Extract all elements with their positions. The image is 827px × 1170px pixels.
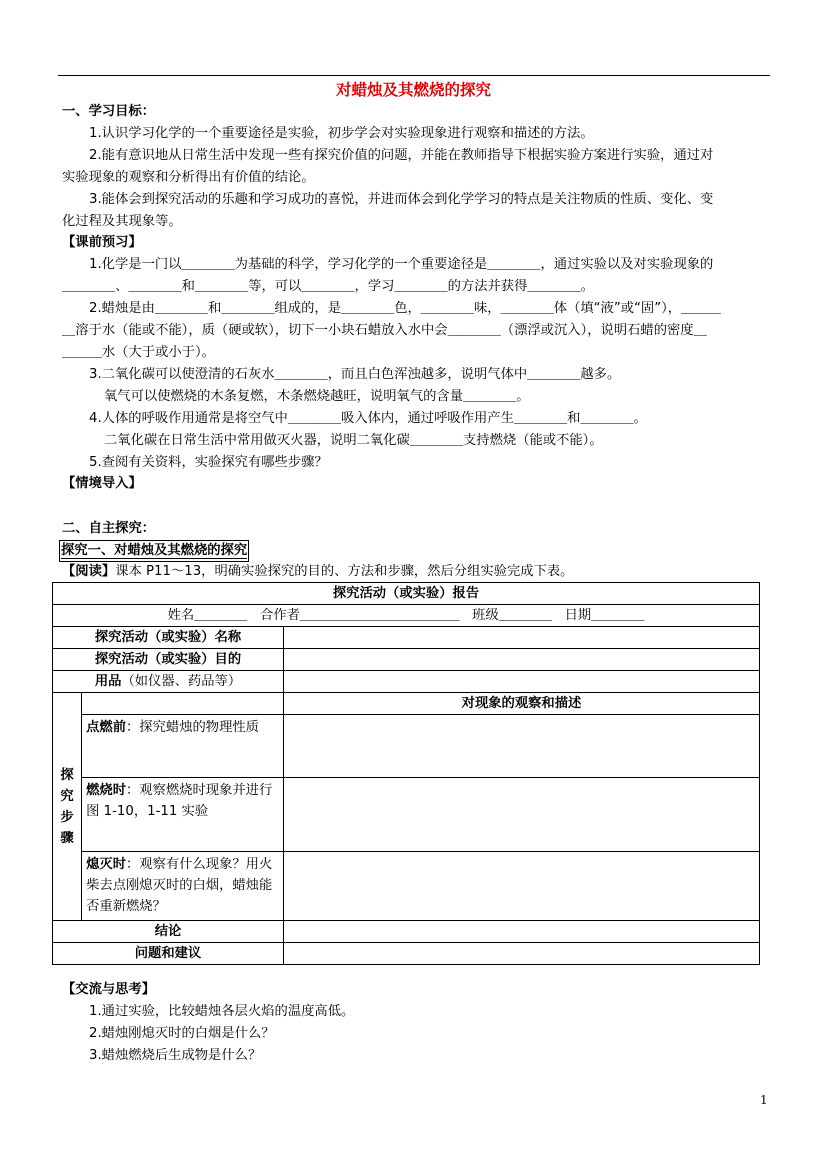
- header-rule: [58, 75, 770, 76]
- step-before-lighting-bold: 点燃前: [86, 720, 127, 735]
- page-title: 对蜡烛及其燃烧的探究: [335, 81, 491, 99]
- discuss-q3: 3.蜡烛燃烧后生成物是什么？: [89, 1048, 262, 1063]
- activity-purpose-label: 探究活动（或实验）目的: [53, 649, 284, 671]
- goal-3-line-1: 3.能体会到探究活动的乐趣和学习成功的喜悦，并进而体会到化学学习的特点是关注物质的性质、变化、变: [89, 192, 714, 207]
- activity-purpose-field[interactable]: [284, 649, 760, 671]
- preview-q5: 5.查阅有关资料，实验探究有哪些步骤？: [89, 455, 328, 470]
- intro-heading: 【情境导入】: [62, 476, 142, 491]
- preview-q2-line-3: ＿＿＿水（大于或小于）。: [62, 345, 215, 360]
- step-burning-bold: 燃烧时: [86, 783, 127, 798]
- steps-header-blank: [82, 693, 284, 715]
- supplies-label: [53, 671, 284, 693]
- preview-heading: 【课前预习】: [62, 235, 142, 250]
- steps-vertical-label: [53, 693, 82, 921]
- step-before-lighting: [82, 715, 284, 778]
- discuss-q2: 2.蜡烛刚熄灭时的白烟是什么？: [89, 1026, 275, 1041]
- step-burning-text: ：观察燃烧时现象并进行图 1-10，1-11 实验: [86, 783, 273, 819]
- goal-1: 1.认识学习化学的一个重要途径是实验，初步学会对实验现象进行观察和描述的方法。: [89, 126, 594, 141]
- supplies-field[interactable]: [284, 671, 760, 693]
- preview-q3-line-1: 3.二氧化碳可以使澄清的石灰水＿＿＿＿，而且白色浑浊越多，说明气体中＿＿＿＿越多。: [89, 367, 621, 382]
- reading-text: 课本 P11～13，明确实验探究的目的、方法和步骤，然后分组实验完成下表。: [115, 564, 574, 579]
- steps-char-3: 步: [60, 809, 74, 825]
- experiment-report-table: [52, 582, 760, 965]
- explore-box-text: 探究一、对蜡烛及其燃烧的探究: [61, 543, 248, 558]
- section-goals-heading: 一、学习目标：: [62, 104, 156, 119]
- page-number: 1: [760, 1093, 768, 1107]
- supplies-label-rest: （如仪器、药品等）: [121, 674, 242, 689]
- goal-3-line-2: 化过程及其现象等。: [62, 214, 182, 229]
- step-before-lighting-field[interactable]: [284, 715, 760, 778]
- explore-box-heading: [59, 540, 249, 562]
- reading-line: [62, 561, 573, 583]
- section-explore-heading: 二、自主探究：: [62, 521, 156, 536]
- issues-field[interactable]: [284, 943, 760, 965]
- step-extinguish-field[interactable]: [284, 852, 760, 921]
- steps-char-2: 究: [60, 788, 74, 804]
- preview-q2-line-2: ＿溶于水（能或不能），质（硬或软），切下一小块石蜡放入水中会＿＿＿＿（漂浮或沉入），说明石蜡的密度＿: [62, 323, 707, 338]
- reading-label: 【阅读】: [62, 564, 116, 579]
- discuss-heading: 【交流与思考】: [62, 982, 156, 997]
- supplies-label-bold: 用品: [94, 674, 122, 689]
- steps-char-1: 探: [60, 767, 74, 783]
- conclusion-label: 结论: [53, 921, 284, 943]
- report-header: 探究活动（或实验）报告: [53, 583, 760, 605]
- preview-q4-line-2: 二氧化碳在日常生活中常用做灭火器，说明二氧化碳＿＿＿＿支持燃烧（能或不能）。: [104, 433, 603, 448]
- report-info-row: 姓名＿＿＿＿ 合作者＿＿＿＿＿＿＿＿＿＿＿＿ 班级＿＿＿＿ 日期＿＿＿＿: [53, 605, 760, 627]
- step-burning: [82, 778, 284, 852]
- discuss-q1: 1.通过实验，比较蜡烛各层火焰的温度高低。: [89, 1004, 355, 1019]
- step-extinguish: [82, 852, 284, 921]
- goal-2-line-1: 2.能有意识地从日常生活中发现一些有探究价值的问题，并能在教师指导下根据实验方案进行实验，通过对: [89, 148, 714, 163]
- activity-name-label: 探究活动（或实验）名称: [53, 627, 284, 649]
- step-extinguish-bold: 熄灭时: [86, 857, 127, 872]
- step-extinguish-text: ：观察有什么现象？用火柴去点刚熄灭时的白烟，蜡烛能否重新燃烧？: [86, 857, 273, 914]
- goal-2-line-2: 实验现象的观察和分析得出有价值的结论。: [62, 170, 315, 185]
- issues-label: 问题和建议: [53, 943, 284, 965]
- preview-q3-line-2: 氧气可以使燃烧的木条复燃，木条燃烧越旺，说明氧气的含量＿＿＿＿。: [104, 389, 530, 404]
- preview-q1-line-2: ＿＿＿＿、＿＿＿＿和＿＿＿＿等，可以＿＿＿＿，学习＿＿＿＿的方法并获得＿＿＿＿。: [62, 279, 594, 294]
- preview-q4-line-1: 4.人体的呼吸作用通常是将空气中＿＿＿＿吸入体内，通过呼吸作用产生＿＿＿＿和＿＿＿＿。: [89, 411, 647, 426]
- step-before-lighting-text: ：探究蜡烛的物理性质: [126, 720, 259, 735]
- preview-q1-line-1: 1.化学是一门以＿＿＿＿为基础的科学，学习化学的一个重要途径是＿＿＿＿，通过实验以及对实验现象的: [89, 257, 714, 272]
- observation-header: 对现象的观察和描述: [284, 693, 760, 715]
- preview-q2-line-1: 2.蜡烛是由＿＿＿＿和＿＿＿＿组成的，是＿＿＿＿色，＿＿＿＿味，＿＿＿＿体（填“液”或“固”），＿＿＿: [89, 301, 721, 316]
- step-burning-field[interactable]: [284, 778, 760, 852]
- steps-char-4: 骤: [60, 830, 74, 846]
- conclusion-field[interactable]: [284, 921, 760, 943]
- activity-name-field[interactable]: [284, 627, 760, 649]
